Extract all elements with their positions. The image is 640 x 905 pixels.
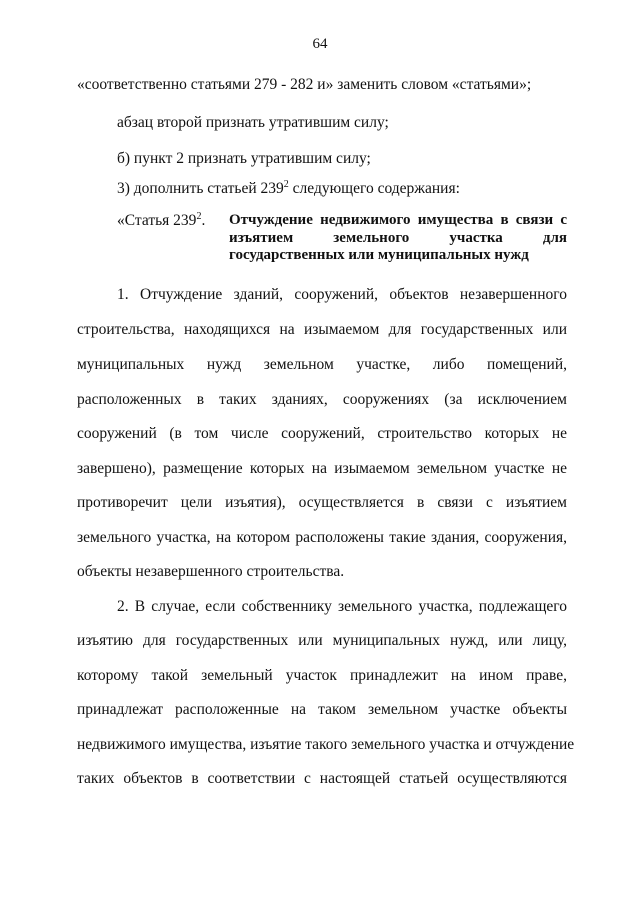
article-label-text: «Статья 239	[117, 212, 197, 229]
item3-text: 3) дополнить статьей 239	[117, 180, 284, 197]
item3-line	[117, 180, 460, 198]
intro-line-3: б) пункт 2 признать утратившим силу;	[117, 150, 371, 167]
item3-tail: следующего содержания:	[288, 180, 460, 197]
paragraph-1-line: муниципальных нужд земельном участке, либо помещений,	[77, 356, 567, 373]
article-label-superscript: 2	[196, 211, 202, 222]
paragraph-1-line: земельного участка, на котором расположены такие здания, сооружения,	[77, 529, 567, 546]
article-title-line: Отчуждение недвижимого имущества в связи с	[229, 212, 567, 228]
intro-line-1: «соответственно статьями 279 - 282 и» заменить словом «статьями»;	[77, 76, 532, 93]
paragraph-2-line: 2. В случае, если собственнику земельного участка, подлежащего	[117, 598, 567, 615]
page-number: 64	[312, 36, 328, 52]
intro-line-2: абзац второй признать утратившим силу;	[117, 114, 389, 131]
paragraph-1-line: расположенных в таких зданиях, сооружениях (за исключением	[77, 391, 567, 408]
paragraph-2-line: изъятию для государственных или муниципальных нужд, или лицу,	[77, 632, 567, 649]
article-label-tail: .	[201, 212, 206, 229]
paragraph-2-line: принадлежат расположенные на таком земельном участке объекты	[77, 701, 567, 718]
paragraph-1-line: сооружений (в том числе сооружений, строительство которых не	[77, 425, 567, 442]
paragraph-2-line: недвижимого имущества, изъятие такого земельного участка и отчуждение	[77, 736, 575, 753]
paragraph-1-line: строительства, находящихся на изымаемом для государственных или	[77, 321, 567, 338]
paragraph-2-line: таких объектов в соответствии с настоящей статьей осуществляются	[77, 770, 567, 787]
paragraph-1-line: противоречит цели изъятия), осуществляется в связи с изъятием	[77, 494, 567, 511]
article-title-line: государственных или муниципальных нужд	[229, 247, 529, 263]
paragraph-1-last-line: объекты незавершенного строительства.	[77, 563, 345, 580]
paragraph-1-line: 1. Отчуждение зданий, сооружений, объектов незавершенного	[117, 286, 567, 303]
article-title-line: изъятием земельного участка для	[229, 229, 567, 246]
item3-superscript: 2	[283, 179, 289, 190]
article-title	[229, 212, 567, 265]
article-label	[117, 212, 205, 230]
paragraph-1-line: завершено), размещение которых на изымаемом земельном участке не	[77, 460, 567, 477]
paragraph-2-line: которому такой земельный участок принадлежит на ином праве,	[77, 667, 567, 684]
